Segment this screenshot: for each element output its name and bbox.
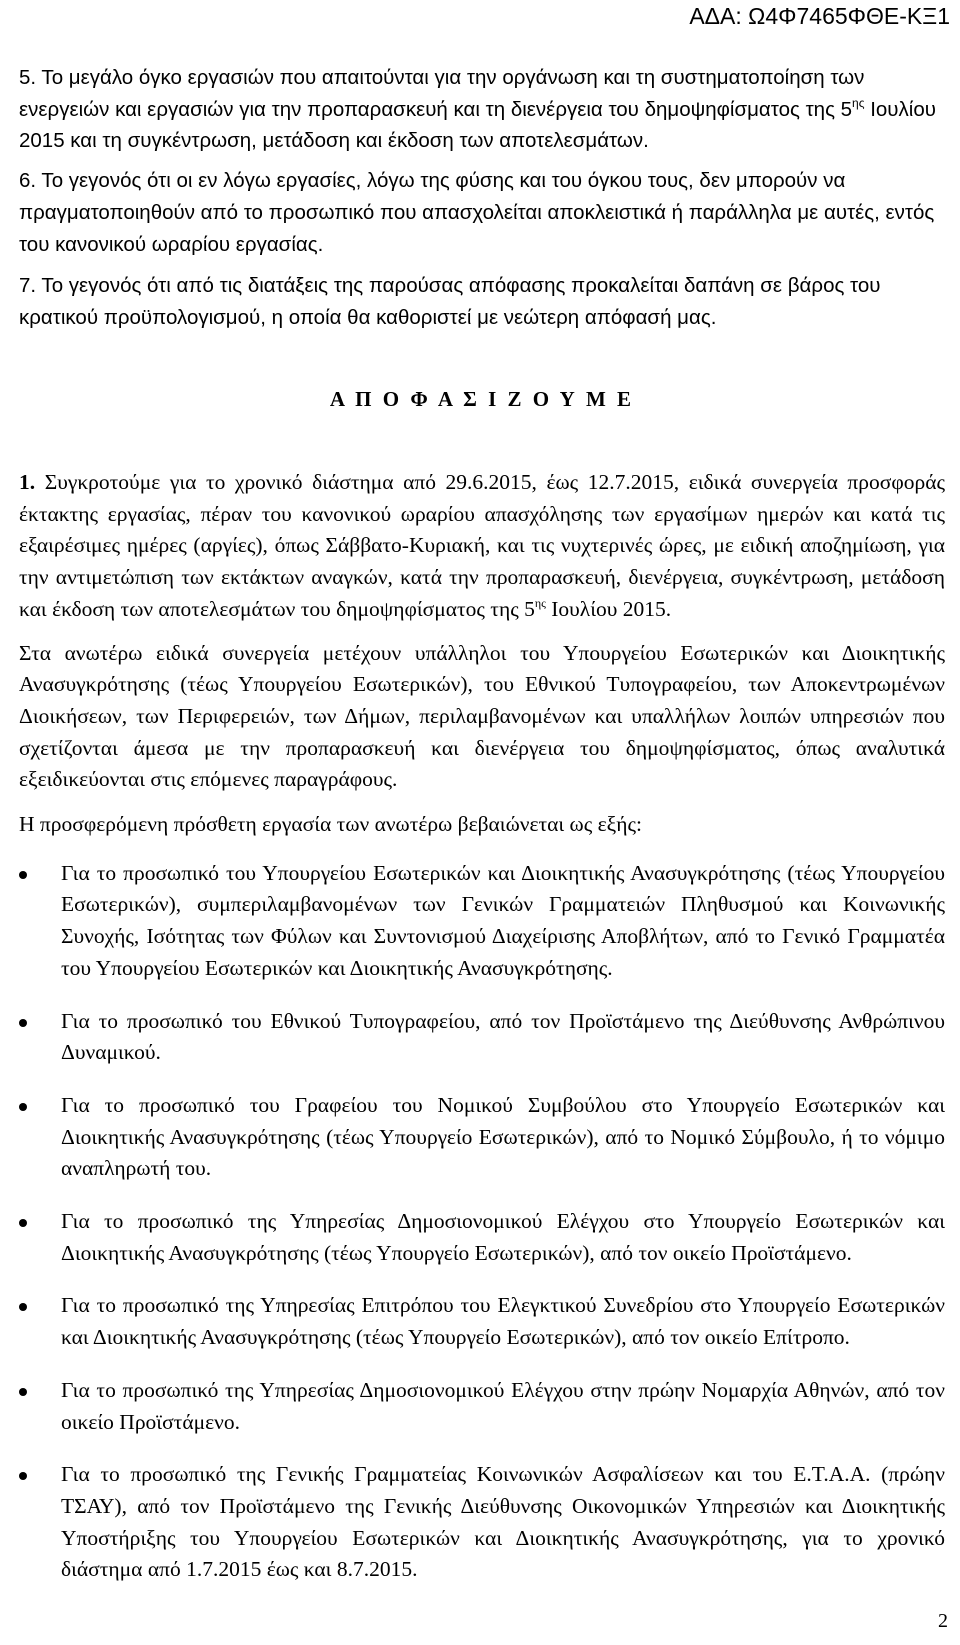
decision-paragraph-1-text: Συγκροτούμε για το χρονικό διάστημα από 29.6.2015, έως 12.7.2015, ειδικά συνεργεία προσφοράς έκτακτης εργασίας, πέραν του κανονικού ωραρίου απασχόλησης των εργασίμων ημερών και κατά τις εξαιρέσιμες ημέρες (αργίες), όπως Σάββατο-Κυριακή, και τις νυχτερινές ώρες, με ειδική αποζημίωση, για την αντιμετώπιση των εκτάκτων αναγκών, κατά την προπαρασκευή, διενέργεια, συγκέντρωση, μετάδοση και έκδοση των αποτελεσμάτων του δημοψηφίσματος της 5 bbox=[19, 470, 945, 621]
bullet-icon bbox=[19, 1472, 27, 1480]
list-item bbox=[19, 1290, 945, 1353]
list-item-text: Για το προσωπικό της Γενικής Γραμματείας Κοινωνικών Ασφαλίσεων και του Ε.Τ.Α.Α. (πρώην ΤΣΑΥ), από τον Προϊστάμενο της Γενικής Διεύθυνσης Οικονομικών Υπηρεσιών και Διοικητικής Υποστήριξης του Υπουργείου Εσωτερικών και Διοικητικής Ανασυγκρότησης, για το χρονικό διάστημα από 1.7.2015 έως και 8.7.2015. bbox=[61, 1462, 945, 1582]
bullet-icon bbox=[19, 871, 27, 879]
list-item-text: Για το προσωπικό του Υπουργείου Εσωτερικών και Διοικητικής Ανασυγκρότησης (τέως Υπουργείου Εσωτερικών), συμπεριλαμβανομένων των Γενικών Γραμματειών Πληθυσμού και Κοινωνικής Συνοχής, Ισότητας των Φύλων και Συντονισμού Διαχείρισης Αποβλήτων, από το Γενικό Γραμματέα του Υπουργείου Εσωτερικών και Διοικητικής Ανασυγκρότησης. bbox=[61, 860, 945, 980]
decision-paragraph-3: Η προσφερόμενη πρόσθετη εργασία των ανωτέρω βεβαιώνεται ως εξής: bbox=[19, 812, 642, 837]
considerations-block bbox=[19, 62, 945, 334]
page-number: 2 bbox=[938, 1610, 948, 1632]
certification-list bbox=[19, 858, 945, 1586]
bullet-icon bbox=[19, 1303, 27, 1311]
consideration-6: 6. Το γεγονός ότι οι εν λόγω εργασίες, λόγω της φύσης και του όγκου τους, δεν μπορούν να πραγματοποιηθούν από το προσωπικό που απασχολείται αποκλειστικά ή παράλληλα με αυτές, εντός του κανονικού ωραρίου εργασίας. bbox=[19, 169, 935, 256]
consideration-5-text: 5. Το μεγάλο όγκο εργασιών που απαιτούνται για την οργάνωση και τη συστηματοποίηση των ενεργειών και εργασιών για την προπαρασκευή και τη διενέργεια του δημοψηφίσματος της 5 bbox=[19, 66, 865, 121]
list-item bbox=[19, 1006, 945, 1069]
decision-number-1: 1. bbox=[19, 470, 36, 494]
list-item-text: Για το προσωπικό του Εθνικού Τυπογραφείου, από τον Προϊστάμενο της Διεύθυνσης Ανθρώπινου Δυναμικού. bbox=[61, 1008, 945, 1065]
bullet-icon bbox=[19, 1019, 27, 1027]
list-item-text: Για το προσωπικό της Υπηρεσίας Επιτρόπου του Ελεγκτικού Συνεδρίου στο Υπουργείο Εσωτερικών και Διοικητικής Ανασυγκρότησης (τέως Υπουργείο Εσωτερικών), από τον οικείο Επίτροπο. bbox=[61, 1293, 945, 1350]
consideration-5 bbox=[19, 62, 945, 157]
list-item bbox=[19, 858, 945, 985]
list-item-text: Για το προσωπικό της Υπηρεσίας Δημοσιονομικού Ελέγχου στο Υπουργείο Εσωτερικών και Διοικητικής Ανασυγκρότησης (τέως Υπουργείο Εσωτερικών), από τον οικείο Προϊστάμενο. bbox=[61, 1209, 945, 1265]
decision-paragraph-1-superscript: ης bbox=[534, 595, 546, 610]
decision-block bbox=[19, 467, 945, 1607]
decision-paragraph-1-text-end: Ιουλίου 2015. bbox=[545, 596, 672, 621]
decision-paragraph-2: Στα ανωτέρω ειδικά συνεργεία μετέχουν υπάλληλοι του Υπουργείου Εσωτερικών και Διοικητικής Ανασυγκρότησης (τέως Υπουργείου Εσωτερικών), του Εθνικού Τυπογραφείου, των Αποκεντρωμένων Διοικήσεων, των Περιφερειών, των Δήμων, περιλαμβανομένων και υπαλλήλων λοιπών υπηρεσιών που σχετίζονται άμεσα με την προπαρασκευή και διενέργεια του δημοψηφίσματος, όπως αναλυτικά εξειδικεύονται στις επόμενες παραγράφους. bbox=[19, 640, 945, 792]
list-item bbox=[19, 1206, 945, 1269]
bullet-icon bbox=[19, 1219, 27, 1227]
consideration-5-text-end: Ιουλίου 2015 και τη συγκέντρωση, μετάδοση και έκδοση των αποτελεσμάτων. bbox=[19, 97, 936, 153]
bullet-icon bbox=[19, 1388, 27, 1396]
consideration-5-superscript: ης bbox=[852, 95, 865, 110]
consideration-7: 7. Το γεγονός ότι από τις διατάξεις της παρούσας απόφασης προκαλείται δαπάνη σε βάρος του κρατικού προϋπολογισμού, η οποία θα καθοριστεί με νεώτερη απόφασή μας. bbox=[19, 274, 881, 329]
list-item bbox=[19, 1090, 945, 1185]
decision-paragraph-1 bbox=[19, 467, 945, 626]
list-item-text: Για το προσωπικό του Γραφείου του Νομικού Συμβούλου στο Υπουργείο Εσωτερικών και Διοικητικής Ανασυγκρότησης (τέως Υπουργείο Εσωτερικών), από το Νομικό Σύμβουλο, ή το νόμιμο αναπληρωτή του. bbox=[61, 1092, 945, 1181]
decision-heading: Α Π Ο Φ Α Σ Ι Ζ Ο Υ Μ Ε bbox=[329, 387, 635, 411]
ada-code: ΑΔΑ: Ω4Φ7465ΦΘΕ-ΚΞ1 bbox=[689, 3, 950, 29]
list-item-text: Για το προσωπικό της Υπηρεσίας Δημοσιονομικού Ελέγχου στην πρώην Νομαρχία Αθηνών, από τον οικείο Προϊστάμενο. bbox=[61, 1377, 945, 1434]
list-item bbox=[19, 1375, 945, 1438]
list-item bbox=[19, 1459, 945, 1586]
bullet-icon bbox=[19, 1103, 27, 1111]
